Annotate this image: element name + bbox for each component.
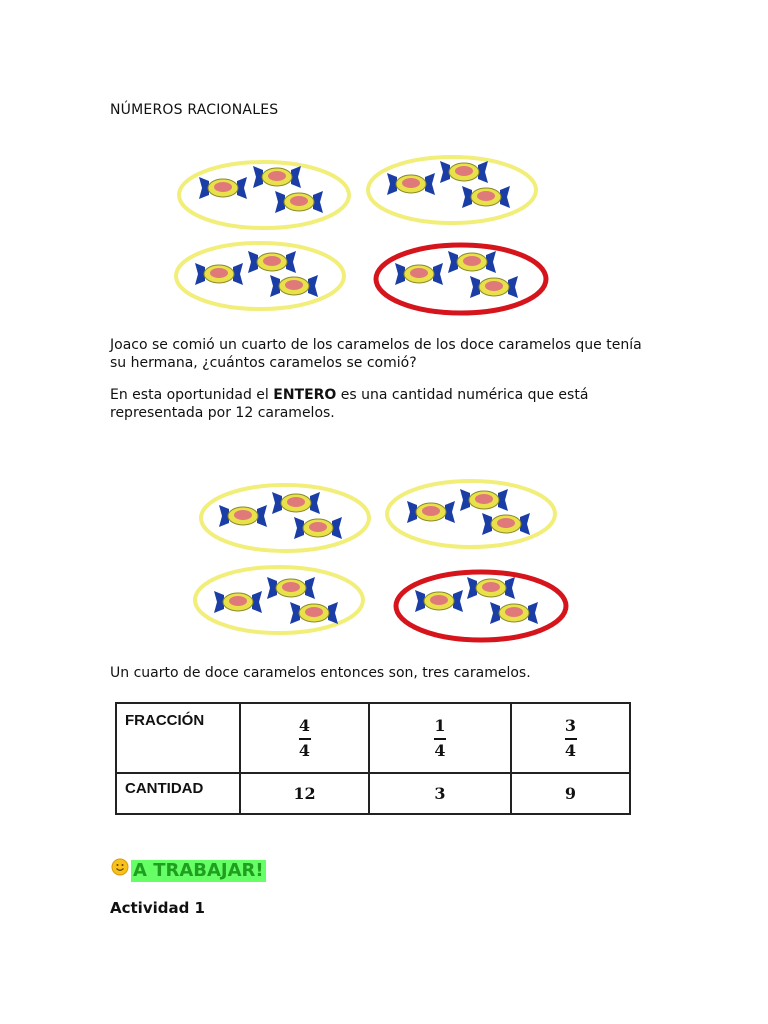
conclusion-paragraph: Un cuarto de doce caramelos entonces son, tres caramelos. — [110, 665, 531, 681]
candy-icon — [440, 161, 488, 183]
candy-icon — [267, 577, 315, 599]
fraction-denominator: 4 — [564, 740, 577, 760]
candy-icon — [294, 517, 342, 539]
candy-icon — [467, 577, 515, 599]
fraction — [299, 717, 311, 760]
problem-paragraph: Joaco se comió un cuarto de los caramelos de los doce caramelos que tenía su hermana, ¿cuántos caramelos se comió? — [110, 337, 642, 371]
candy-icon — [199, 177, 247, 199]
candy-icon — [275, 191, 323, 213]
quantity-row-label: CANTIDAD — [116, 773, 240, 814]
candy-groups-figure-2 — [0, 470, 768, 650]
fraction-bar — [434, 738, 446, 740]
candy-icon — [482, 513, 530, 535]
candy-icon — [415, 590, 463, 612]
fraction-cell — [240, 703, 369, 773]
candy-groups-illustration — [0, 470, 768, 650]
candy-icon — [272, 492, 320, 514]
quantity-cell: 12 — [240, 773, 369, 814]
fraction-denominator: 4 — [434, 740, 446, 760]
candy-icon — [214, 591, 262, 613]
fraction-numerator: 1 — [434, 716, 446, 736]
candy-icon — [219, 505, 267, 527]
fraction-cell — [511, 703, 630, 773]
candy-groups-illustration — [0, 140, 768, 320]
candy-icon — [248, 251, 296, 273]
candy-icon — [470, 276, 518, 298]
entero-bold: ENTERO — [273, 387, 337, 403]
candy-icon — [460, 489, 508, 511]
activity-heading: Actividad 1 — [110, 899, 205, 917]
fraction — [434, 717, 446, 760]
candy-icon — [407, 501, 455, 523]
candy-icon — [195, 263, 243, 285]
candy-icon — [448, 251, 496, 273]
smiley-icon — [111, 858, 129, 876]
candy-icon — [253, 166, 301, 188]
fraction-numerator: 4 — [298, 716, 311, 736]
fraction-numerator: 3 — [564, 716, 577, 736]
candy-icon — [490, 602, 538, 624]
entero-text-after: es una cantidad numérica que está representada por 12 caramelos. — [110, 387, 589, 421]
fraction-row-label: FRACCIÓN — [116, 703, 240, 773]
candy-icon — [290, 602, 338, 624]
work-heading: A TRABAJAR! — [133, 860, 264, 881]
fraction-bar — [565, 738, 577, 740]
fraction-denominator: 4 — [298, 740, 311, 760]
candy-icon — [387, 173, 435, 195]
fraction-cell — [369, 703, 511, 773]
page-title: NÚMEROS RACIONALES — [110, 102, 279, 118]
entero-paragraph — [110, 386, 650, 422]
fraction-bar — [299, 738, 311, 740]
quantity-cell: 3 — [369, 773, 511, 814]
candy-icon — [395, 263, 443, 285]
candy-groups-figure-1 — [0, 140, 768, 320]
fraction-table — [115, 702, 631, 815]
candy-icon — [270, 275, 318, 297]
fraction-row — [116, 703, 630, 773]
entero-text-before: En esta oportunidad el — [110, 387, 274, 403]
fraction — [565, 717, 577, 760]
quantity-cell: 9 — [511, 773, 630, 814]
candy-icon — [462, 186, 510, 208]
quantity-row — [116, 773, 630, 814]
